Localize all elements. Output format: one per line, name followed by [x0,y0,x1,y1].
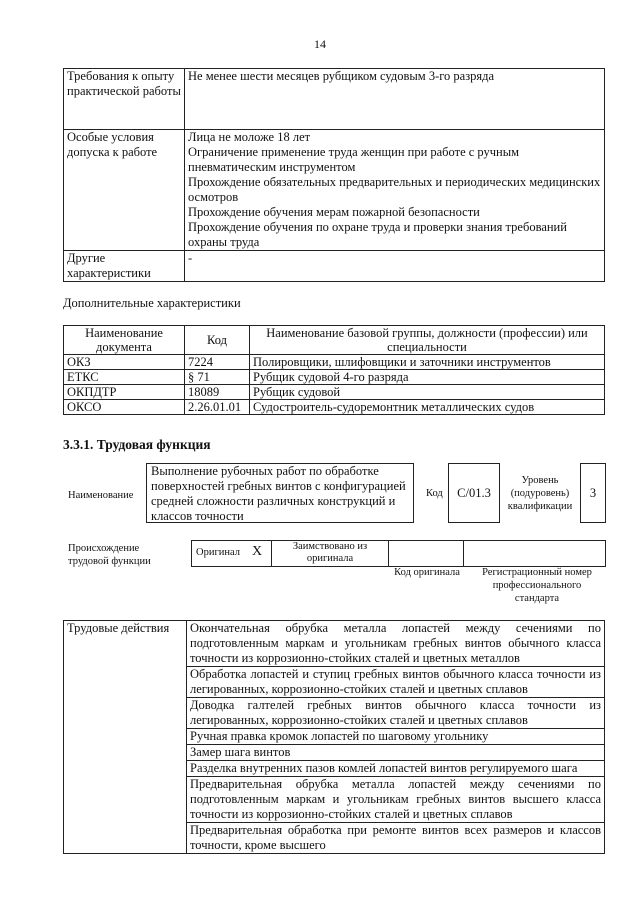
action-item: Разделка внутренних пазов комлей лопастей винтов регулируемого шага [187,761,605,777]
action-item: Окончательная обрубка металла лопастей между сечениями по подготовленным маркам и угольникам гребных винтов обычного класса точности из коррозионно-стойких сталей и цветных металлов [187,621,605,667]
actions-label: Трудовые действия [64,621,187,854]
cell-group: Рубщик судовой [250,385,605,400]
origin-label: Происхождение трудовой функции [68,543,151,567]
function-name-label: Наименование [68,490,134,501]
requirements-label: Особые условия допуска к работе [64,130,185,251]
origin-code-caption: Код оригинала [394,567,460,578]
origin-divider [463,540,464,567]
requirements-label: Другие характеристики [64,251,185,282]
header-document: Наименование документа [64,326,185,355]
value-line: Прохождение обучения мерам пожарной безопасности [188,205,480,219]
table-row [64,251,605,282]
requirements-value [185,251,605,282]
requirements-table [63,68,605,282]
table-row [64,621,605,667]
value-line: - [188,251,193,265]
cell-document: ОКПДТР [64,385,185,400]
action-item: Доводка галтелей гребных винтов обычного класса точности из легированных, коррозионно-стойких сталей и цветных сплавов [187,698,605,729]
code-value: C/01.3 [448,463,500,523]
table-row [64,370,605,385]
requirements-label: Требования к опыту практической работы [64,69,185,130]
original-mark: X [252,544,263,559]
requirements-value [185,130,605,251]
header-group: Наименование базовой группы, должности (профессии) или специальности [250,326,605,355]
cell-code: 7224 [185,355,250,370]
action-item: Замер шага винтов [187,745,605,761]
action-item: Ручная правка кромок лопастей по шаговому угольнику [187,729,605,745]
value-line: Ограничение применение труда женщин при работе с ручным пневматическим инструментом [188,145,520,174]
function-name-value: Выполнение рубочных работ по обработке поверхностей гребных винтов с конфигурацией средней сложности различных конструкций и классов точности [146,463,414,523]
borrowed-label: Заимствовано из оригинала [292,541,368,564]
table-row [64,400,605,415]
cell-group: Полировщики, шлифовщики и заточники инструментов [250,355,605,370]
additional-table [63,325,605,415]
cell-code: § 71 [185,370,250,385]
action-item: Обработка лопастей и ступиц гребных винтов обычного класса точности из легированных, коррозионно-стойких сталей и цветных сплавов [187,667,605,698]
reg-number-caption: Регистрационный номер профессионального стандарта [482,567,592,604]
actions-table [63,620,605,854]
cell-group: Рубщик судовой 4-го разряда [250,370,605,385]
level-value: 3 [580,463,606,523]
requirements-value [185,69,605,130]
cell-code: 2.26.01.01 [185,400,250,415]
action-item: Предварительная обрубка металла лопастей между сечениями по подготовленным маркам и угольникам гребных винтов высшего класса точности из коррозионно-стойких сталей и цветных сплавов [187,777,605,823]
table-row [64,130,605,251]
cell-code: 18089 [185,385,250,400]
table-row [64,355,605,370]
additional-heading: Дополнительные характеристики [63,296,241,310]
function-heading: 3.3.1. Трудовая функция [63,437,211,452]
cell-document: ОКСО [64,400,185,415]
table-row [64,69,605,130]
action-item: Предварительная обработка при ремонте винтов всех размеров и классов точности, кроме высшего [187,823,605,854]
origin-divider [388,540,389,567]
value-line: Прохождение обучения по охране труда и проверки знания требований охраны труда [188,220,567,249]
original-label: Оригинал [196,547,240,558]
cell-group: Судостроитель-судоремонтник металлических судов [250,400,605,415]
table-header-row [64,326,605,355]
table-row [64,385,605,400]
value-line: Лица не моложе 18 лет [188,130,311,144]
page-number: 14 [314,37,326,51]
value-line: Прохождение обязательных предварительных и периодических медицинских осмотров [188,175,601,204]
cell-document: ОКЗ [64,355,185,370]
cell-document: ЕТКС [64,370,185,385]
origin-divider [271,540,272,567]
header-code: Код [185,326,250,355]
value-line: Не менее шести месяцев рубщиком судовым 3-го разряда [188,69,495,83]
level-label: Уровень (подуровень) квалификации [507,475,573,512]
code-label: Код [426,488,443,499]
